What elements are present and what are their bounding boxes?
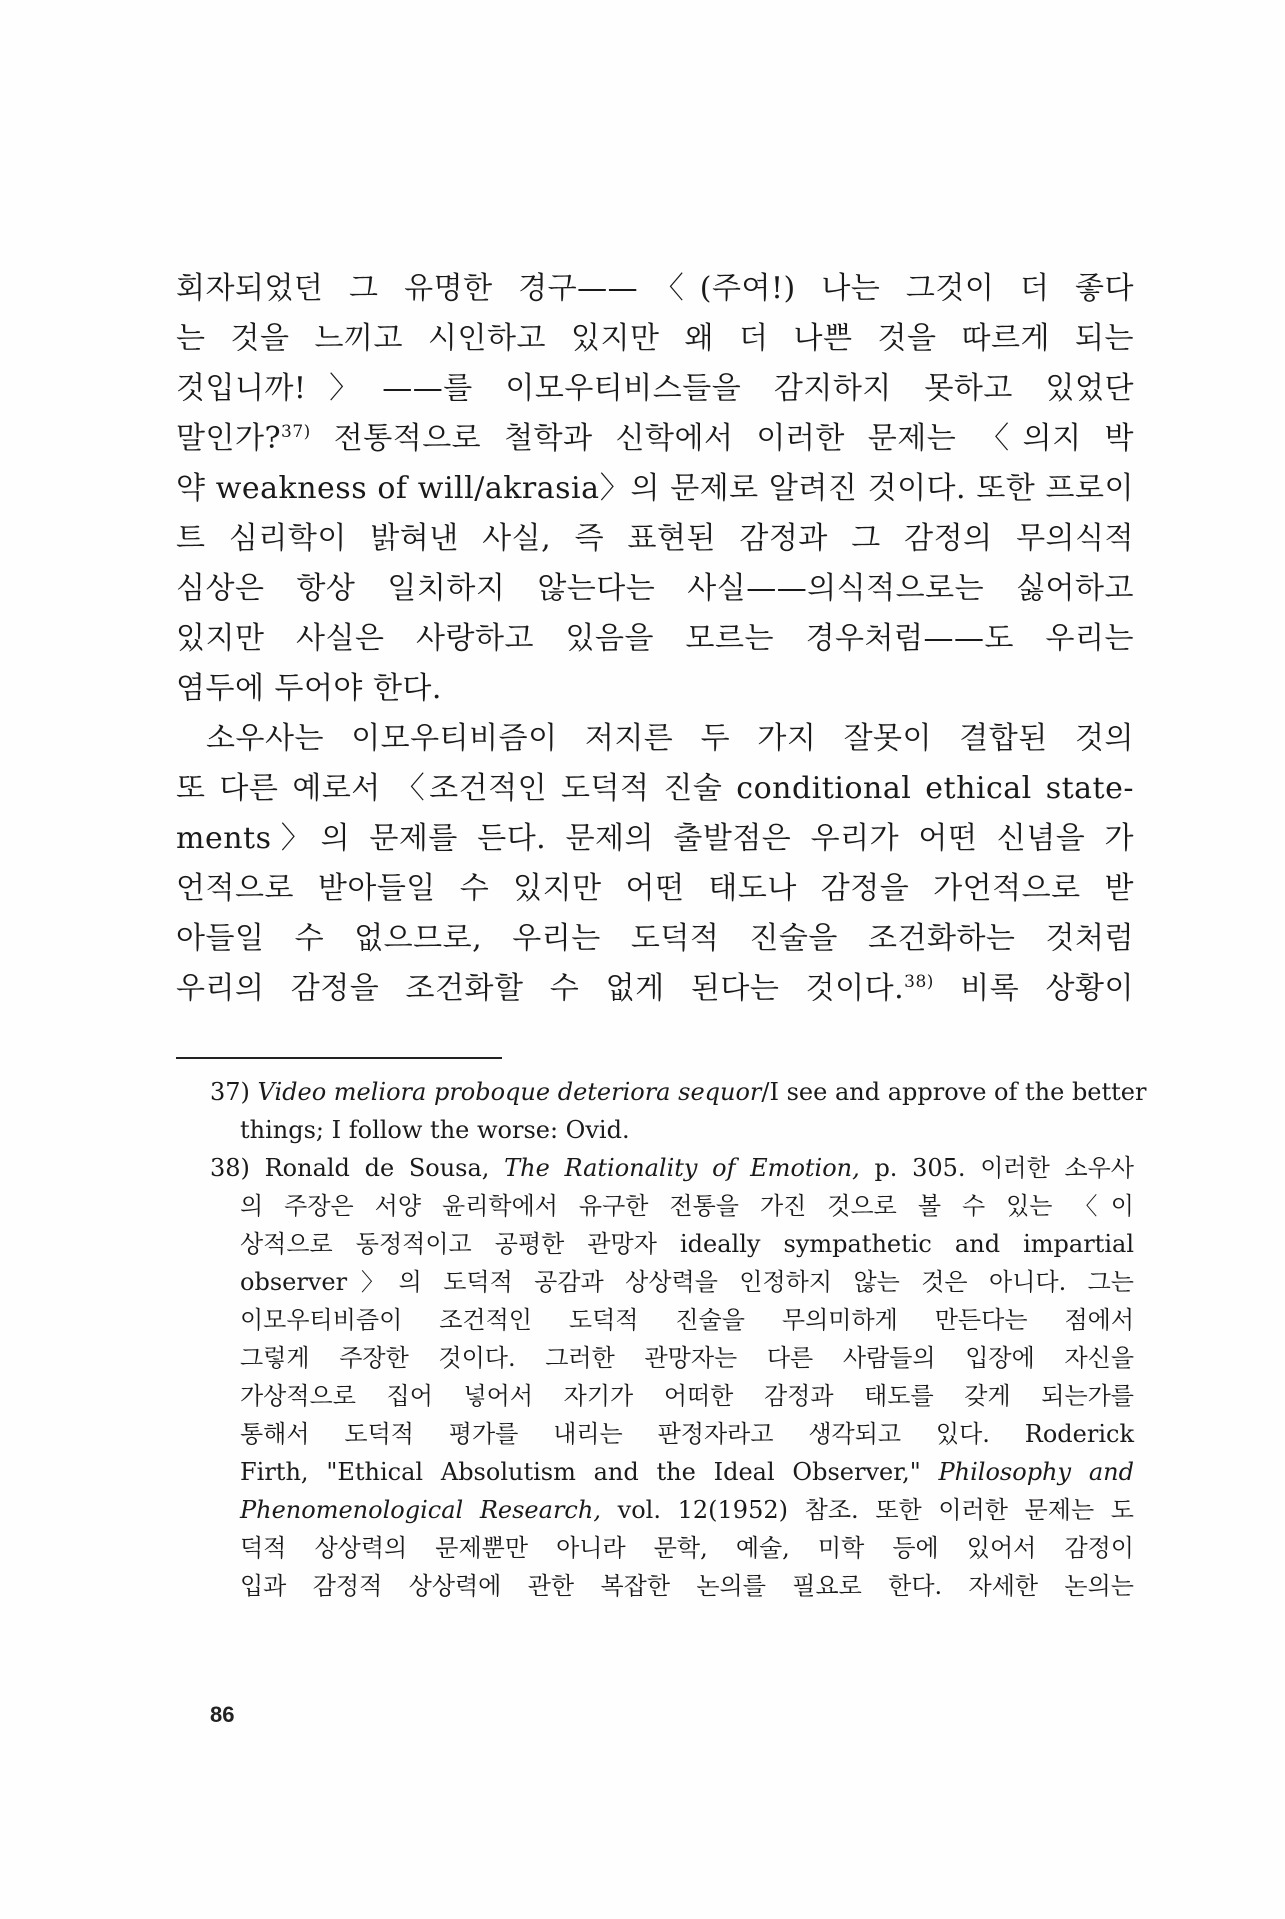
footnote-ref-38: 38) [904,972,934,992]
footnote-italic: The Rationality of Emotion, [504,1154,860,1182]
text-line: 회자되었던 그 유명한 경구——〈(주여!) 나는 그것이 더 좋다 [176,271,1134,306]
footnote-38-line: 가상적으로 집어 넣어서 자기가 어떠한 감정과 태도를 갖게 되는가를 [240,1382,1134,1410]
footnote-38-line: observer〉의 도덕적 공감과 상상력을 인정하지 않는 것은 아니다. 그는 [240,1268,1134,1296]
footnote-text: p. 305. 이러한 소우사 [874,1154,1134,1182]
footnote-38-line: 이모우티비즘이 조건적인 도덕적 진술을 무의미하게 만든다는 점에서 [240,1306,1134,1334]
text-line: 심상은 항상 일치하지 않는다는 사실——의식적으로는 싫어하고 [176,571,1134,606]
text-line: 염두에 두어야 한다. [176,671,442,706]
footnote-38-line [210,1491,1134,1529]
footnote-38-line: 덕적 상상력의 문제뿐만 아니라 문학, 예술, 미학 등에 있어서 감정이 [240,1534,1134,1562]
text-line: 것입니까!〉——를 이모우티비스들을 감지하지 못하고 있었단 [176,371,1134,406]
footnote-italic: Video meliora proboque deteriora sequor [257,1078,762,1106]
text-fragment: 비록 상황이 [960,971,1134,1006]
footnote-text: Ronald de Sousa, [264,1154,490,1182]
text-line: 약 weakness of will/akrasia〉의 문제로 알려진 것이다. 또한 프로이 [176,471,1134,506]
text-line [176,414,1134,464]
footnote-38-line [210,1453,1134,1491]
footnotes [210,1073,1147,1605]
footnote-number: 38) [210,1154,250,1182]
footnote-text: Firth, "Ethical Absolutism and the Ideal Observer," [240,1458,921,1486]
footnote-38-line: 그렇게 주장한 것이다. 그러한 관망자는 다른 사람들의 입장에 자신을 [240,1344,1134,1372]
text-line: 트 심리학이 밝혀낸 사실, 즉 표현된 감정과 그 감정의 무의식적 [176,521,1134,556]
footnote-text: vol. 12(1952) 참조. 또한 이러한 문제는 도 [617,1496,1134,1524]
text-line: 소우사는 이모우티비즘이 저지른 두 가지 잘못이 결합된 것의 [206,721,1134,756]
footnote-38-line: 입과 감정적 상상력에 관한 복잡한 논의를 필요로 한다. 자세한 논의는 [240,1572,1134,1600]
page-number: 86 [210,1702,235,1727]
footnote-38-line: 상적으로 동정적이고 공평한 관망자 ideally sympathetic and impartial [240,1230,1134,1258]
text-line: 는 것을 느끼고 시인하고 있지만 왜 더 나쁜 것을 따르게 되는 [176,321,1134,356]
footnote-text: /I see and approve of the better [761,1078,1147,1106]
footnote-italic: Philosophy and [938,1458,1134,1486]
text-line: 아들일 수 없으므로, 우리는 도덕적 진술을 조건화하는 것처럼 [176,921,1134,956]
footnote-italic: Phenomenological Research, [240,1496,601,1524]
footnote-37-line: things; I follow the worse: Ovid. [240,1116,630,1144]
text-line: 있지만 사실은 사랑하고 있음을 모르는 경우처럼——도 우리는 [176,621,1134,656]
footnote-divider [176,1057,502,1059]
text-fragment: 말인가? [176,421,282,456]
text-line: 또 다른 예로서 〈조건적인 도덕적 진술 conditional ethical state- [176,771,1134,806]
text-fragment: 전통적으로 철학과 신학에서 이러한 문제는 〈의지 박 [333,421,1135,456]
footnote-number: 37) [210,1078,250,1106]
main-text [176,264,1134,1014]
text-line: ments〉의 문제를 든다. 문제의 출발점은 우리가 어떤 신념을 가 [176,821,1134,856]
footnote-37-line [210,1073,1147,1111]
footnote-38-line [210,1149,1134,1187]
text-line: 언적으로 받아들일 수 있지만 어떤 태도나 감정을 가언적으로 받 [176,871,1134,906]
text-line [176,964,1134,1014]
footnote-38-line: 통해서 도덕적 평가를 내리는 판정자라고 생각되고 있다. Roderick [240,1420,1134,1448]
footnote-38-line: 의 주장은 서양 윤리학에서 유구한 전통을 가진 것으로 볼 수 있는 〈이 [240,1192,1134,1220]
text-fragment: 우리의 감정을 조건화할 수 없게 된다는 것이다. [176,971,905,1006]
footnote-ref-37: 37) [281,422,311,442]
